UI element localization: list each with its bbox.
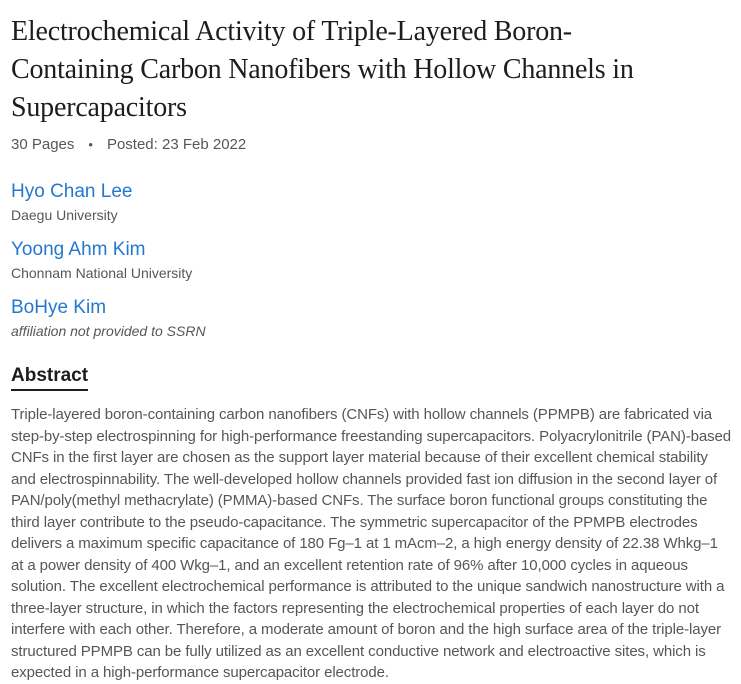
author-link-yoong-ahm-kim[interactable]: Yoong Ahm Kim (11, 239, 146, 260)
abstract-heading: Abstract (11, 364, 731, 391)
paper-title: Electrochemical Activity of Triple-Layered Boron-Containing Carbon Nanofibers with Hollow Channels in Supercapacitors (11, 16, 634, 123)
author-block (11, 296, 731, 340)
author-link-hyo-chan-lee[interactable]: Hyo Chan Lee (11, 181, 133, 202)
page-count: 30 Pages (11, 136, 75, 153)
posted-date: Posted: 23 Feb 2022 (106, 136, 247, 153)
author-block (11, 238, 731, 282)
author-link-bohye-kim[interactable]: BoHye Kim (11, 297, 107, 318)
authors-list (11, 180, 731, 340)
author-affiliation: Chonnam National University (11, 265, 193, 281)
paper-meta (11, 136, 731, 154)
author-affiliation: Daegu University (11, 207, 118, 223)
author-block (11, 180, 731, 224)
author-affiliation: affiliation not provided to SSRN (11, 323, 206, 339)
abstract-text: Triple-layered boron-containing carbon nanofibers (CNFs) with hollow channels (PPMPB) are fabricated via step-by-step electrospinning for high-performance freestanding supercapacitors. Polyacrylonitrile (PAN)-based CNFs in the first layer are chosen as the support layer material because of their excellent chemical stability and electrospinnability. The well-developed hollow channels provided fast ion diffusion in the second layer of PAN/poly(methyl methacrylate) (PMMA)-based CNFs. The surface boron functional groups constituting the third layer contribute to the pseudo-capacitance. The symmetric supercapacitor of the PPMPB electrodes delivers a maximum specific capacitance of 180 Fg–1 at 1 mAcm–2, a high energy density of 22.38 Whkg–1 at a power density of 400 Wkg–1, and an excellent retention rate of 96% after 10,000 cycles in aqueous solution. The excellent electrochemical performance is attributed to the unique sandwich nanostructure with a three-layer structure, in which the factors representing the electrochemical properties of each layer do not interfere with each other. Therefore, a moderate amount of boron and the high surface area of the triple-layer structured PPMPB can be fully utilized as an excellent conductive network and electroactive sites, which is expected in a high-performance supercapacitor electrode. (11, 406, 732, 681)
bullet-separator-icon: • (88, 137, 93, 152)
